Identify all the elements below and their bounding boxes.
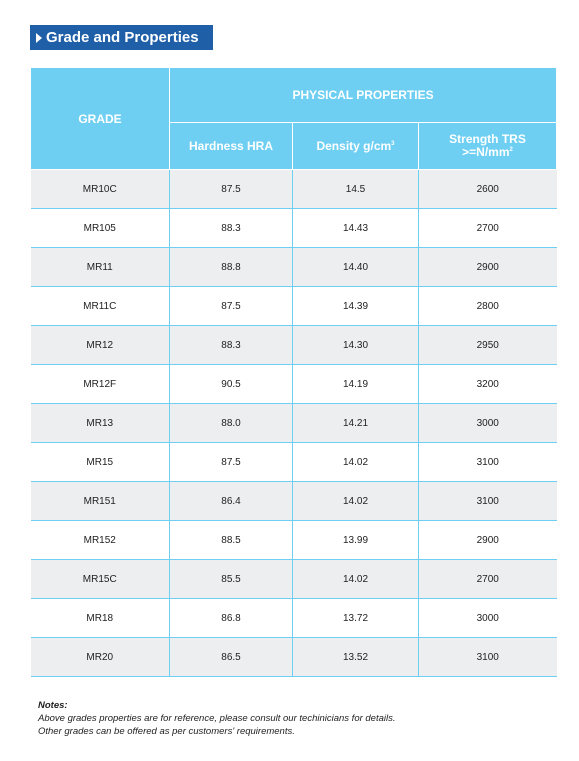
table-row bbox=[31, 326, 557, 365]
table-row bbox=[31, 248, 557, 287]
cell-density: 14.5 bbox=[293, 170, 419, 209]
cell-grade: MR105 bbox=[31, 209, 170, 248]
cell-strength: 2700 bbox=[419, 560, 557, 599]
section-title-bar bbox=[30, 25, 213, 50]
cell-hardness: 86.8 bbox=[170, 599, 293, 638]
cell-grade: MR10C bbox=[31, 170, 170, 209]
table-row bbox=[31, 170, 557, 209]
cell-grade: MR11C bbox=[31, 287, 170, 326]
cell-hardness: 86.5 bbox=[170, 638, 293, 677]
cell-hardness: 85.5 bbox=[170, 560, 293, 599]
cell-grade: MR152 bbox=[31, 521, 170, 560]
cell-hardness: 86.4 bbox=[170, 482, 293, 521]
cell-density: 14.39 bbox=[293, 287, 419, 326]
cell-density: 14.02 bbox=[293, 443, 419, 482]
cell-density: 14.43 bbox=[293, 209, 419, 248]
cell-grade: MR15C bbox=[31, 560, 170, 599]
notes-line-2: Other grades can be offered as per customers' requirements. bbox=[38, 726, 295, 737]
cell-hardness: 87.5 bbox=[170, 287, 293, 326]
cell-strength: 3000 bbox=[419, 599, 557, 638]
cell-strength: 3100 bbox=[419, 482, 557, 521]
cell-strength: 2900 bbox=[419, 521, 557, 560]
cell-hardness: 87.5 bbox=[170, 443, 293, 482]
cell-grade: MR18 bbox=[31, 599, 170, 638]
notes-line-1: Above grades properties are for reference, please consult our techinicians for details. bbox=[38, 713, 396, 724]
cell-density: 13.52 bbox=[293, 638, 419, 677]
section-title: Grade and Properties bbox=[46, 29, 199, 46]
table-row bbox=[31, 599, 557, 638]
header-density: Density $g/cm^3$ bbox=[293, 123, 419, 170]
cell-strength: 2900 bbox=[419, 248, 557, 287]
cell-hardness: 87.5 bbox=[170, 170, 293, 209]
table-row bbox=[31, 482, 557, 521]
cell-density: 14.21 bbox=[293, 404, 419, 443]
cell-strength: 2800 bbox=[419, 287, 557, 326]
cell-hardness: 88.8 bbox=[170, 248, 293, 287]
cell-hardness: 88.3 bbox=[170, 326, 293, 365]
cell-hardness: 88.0 bbox=[170, 404, 293, 443]
cell-strength: 2700 bbox=[419, 209, 557, 248]
cell-grade: MR12F bbox=[31, 365, 170, 404]
cell-density: 14.02 bbox=[293, 560, 419, 599]
cell-density: 13.99 bbox=[293, 521, 419, 560]
cell-grade: MR20 bbox=[31, 638, 170, 677]
table-row bbox=[31, 638, 557, 677]
cell-strength: 2600 bbox=[419, 170, 557, 209]
cell-strength: 3100 bbox=[419, 638, 557, 677]
cell-grade: MR12 bbox=[31, 326, 170, 365]
header-grade: GRADE bbox=[31, 68, 170, 170]
table-row bbox=[31, 443, 557, 482]
cell-strength: 2950 bbox=[419, 326, 557, 365]
cell-density: 14.19 bbox=[293, 365, 419, 404]
cell-density: 14.40 bbox=[293, 248, 419, 287]
cell-density: 14.30 bbox=[293, 326, 419, 365]
cell-strength: 3100 bbox=[419, 443, 557, 482]
table-row bbox=[31, 287, 557, 326]
cell-hardness: 90.5 bbox=[170, 365, 293, 404]
header-hardness: Hardness HRA bbox=[170, 123, 293, 170]
cell-grade: MR13 bbox=[31, 404, 170, 443]
header-row-group bbox=[31, 68, 557, 123]
table-row bbox=[31, 404, 557, 443]
header-strength: Strength TRS $>=N/mm^2$ bbox=[419, 123, 557, 170]
cell-density: 13.72 bbox=[293, 599, 419, 638]
cell-grade: MR11 bbox=[31, 248, 170, 287]
cell-hardness: 88.3 bbox=[170, 209, 293, 248]
cell-density: 14.02 bbox=[293, 482, 419, 521]
cell-grade: MR15 bbox=[31, 443, 170, 482]
properties-table bbox=[30, 67, 557, 677]
table-row bbox=[31, 209, 557, 248]
cell-hardness: 88.5 bbox=[170, 521, 293, 560]
cell-strength: 3200 bbox=[419, 365, 557, 404]
header-physical-properties: PHYSICAL PROPERTIES bbox=[170, 68, 557, 123]
table-row bbox=[31, 560, 557, 599]
cell-strength: 3000 bbox=[419, 404, 557, 443]
table-row bbox=[31, 521, 557, 560]
notes bbox=[38, 699, 396, 738]
notes-heading: Notes: bbox=[38, 700, 68, 711]
table-row bbox=[31, 365, 557, 404]
play-arrow-icon bbox=[36, 33, 42, 43]
cell-grade: MR151 bbox=[31, 482, 170, 521]
